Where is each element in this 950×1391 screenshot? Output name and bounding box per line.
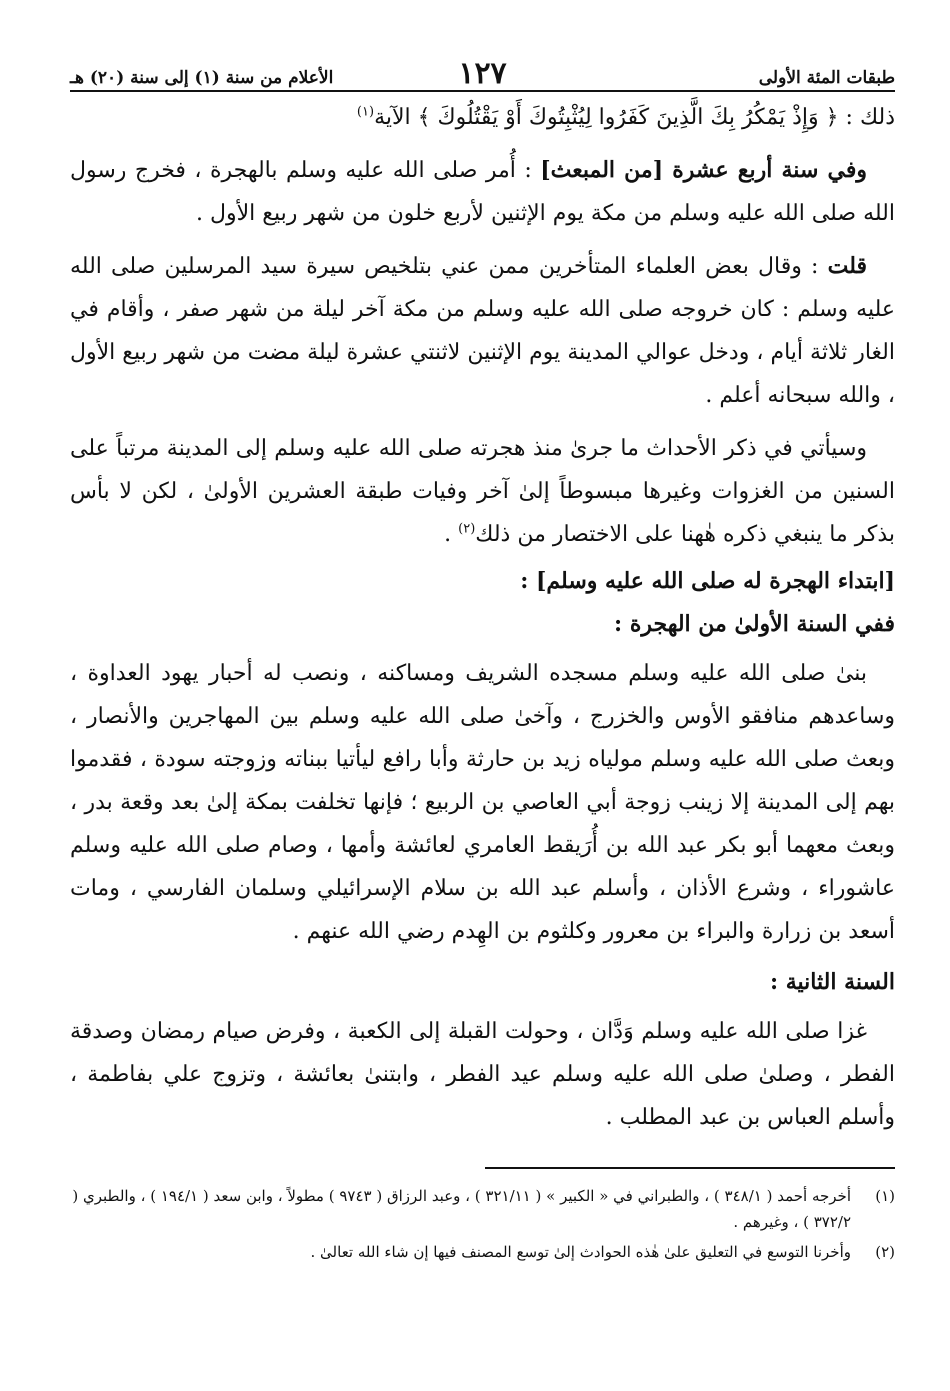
paragraph-text: بنىٰ صلى الله عليه وسلم مسجده الشريف ومساكنه ، ونصب له أحبار يهود العداوة ، وساعدهم منافقو الأوس والخزرج ، وآخىٰ صلى الله عليه وسلم بين المهاجرين والأنصار ، وبعث صلى الله عليه وسلم مولياه زيد بن حارثة وأبا رافع ليأتيا ببناته وزوجته سودة ، فقدموا بهم إلى المدينة إلا زينب زوجة أبي العاصي بن الربيع ؛ فإنها تخلفت بمكة إلىٰ بعد وقعة بدر ، وبعث معهما أبو بكر عبد الله بن أُرَيقط العامري لعائشة وأمها ، وصام صلى الله عليه وسلم عاشوراء ، وشرع الأذان ، وأسلم عبد الله بن سلام الإسرائيلي وسلمان الفارسي ، ومات أسعد بن زرارة والبراء بن معرور وكلثوم بن الهِدم رضي الله عنهم . bbox=[70, 661, 895, 944]
footnote-number: (١) bbox=[875, 1187, 895, 1205]
paragraph-verse bbox=[70, 96, 895, 139]
paragraph-hijra-order bbox=[70, 149, 895, 235]
paragraph-text: وسيأتي في ذكر الأحداث ما جرىٰ منذ هجرته صلى الله عليه وسلم إلى المدينة مرتباً على السنين من الغزوات وغيرها مبسوطاً إلىٰ آخر وفيات طبقة العشرين الأولىٰ ، لكن لا بأس بذكر ما ينبغي ذكره هٰهنا على الاختصار من ذلك bbox=[70, 436, 895, 547]
year-14-label: وفي سنة أربع عشرة [من المبعث] bbox=[540, 157, 867, 183]
book-page bbox=[70, 50, 895, 1269]
paragraph-year-2 bbox=[70, 1010, 895, 1139]
footnote-1 bbox=[70, 1183, 895, 1235]
footnote-ref-2: (٢) bbox=[458, 521, 476, 537]
paragraph-text: غزا صلى الله عليه وسلم وَدَّان ، وحولت القبلة إلى الكعبة ، وفرض صيام رمضان وصدقة الفطر ، وصلىٰ صلى الله عليه وسلم عيد الفطر ، وابتنىٰ بعائشة ، وتزوج علي بفاطمة ، وأسلم العباس بن عبد المطلب . bbox=[70, 1019, 895, 1130]
verse-text: ذلك : ﴿ وَإِذْ يَمْكُرُ بِكَ الَّذِينَ كَفَرُوا لِيُثْبِتُوكَ أَوْ يَقْتُلُوكَ ﴾ الآية bbox=[374, 105, 895, 130]
paragraph-text: : وقال بعض العلماء المتأخرين ممن عني بتلخيص سيرة سيد المرسلين صلى الله عليه وسلم : كان خروجه صلى الله عليه وسلم من مكة آخر ليلة من شهر صفر ، وأقام في الغار ثلاثة أيام ، ودخل عوالي المدينة يوم الإثنين لاثنتي عشرة ليلة مضت من شهر ربيع الأول ، والله سبحانه أعلم . bbox=[70, 254, 895, 408]
footnote-number: (٢) bbox=[875, 1243, 895, 1261]
section-heading-year-2: السنة الثانية : bbox=[769, 969, 895, 995]
running-header bbox=[70, 50, 895, 92]
header-book-title: طبقات المئة الأولى bbox=[758, 68, 895, 88]
paragraph-end: . bbox=[444, 522, 459, 547]
footnote-ref-1: (١) bbox=[356, 104, 375, 120]
footnote-2 bbox=[70, 1239, 895, 1265]
section-heading-year-1: ففي السنة الأولىٰ من الهجرة : bbox=[614, 611, 895, 637]
footnotes bbox=[70, 1183, 895, 1265]
page-number: ١٢٧ bbox=[458, 56, 507, 91]
paragraph-qultu bbox=[70, 245, 895, 417]
main-text bbox=[70, 96, 895, 1139]
section-heading-hijra: [ابتداء الهجرة له صلى الله عليه وسلم] : bbox=[520, 568, 895, 594]
header-section-title: الأعلام من سنة (١) إلى سنة (٢٠) هـ bbox=[70, 68, 334, 88]
paragraph-year-1 bbox=[70, 652, 895, 953]
paragraph-events-intro bbox=[70, 427, 895, 556]
footnote-text: أخرجه أحمد ( ٣٤٨/١ ) ، والطبراني في « الكبير » ( ٣٢١/١١ ) ، وعبد الرزاق ( ٩٧٤٣ ) مطولاً ، وابن سعد ( ١٩٤/١ ) ، والطبري ( ٣٧٢/٢ ) ، وغيرهم . bbox=[72, 1187, 851, 1231]
qultu-label: قلت bbox=[827, 253, 867, 279]
paragraph-text: : أُمر صلى الله عليه وسلم بالهجرة ، فخرج رسول الله صلى الله عليه وسلم من مكة يوم الإثنين لأربع خلون من شهر ربيع الأول . bbox=[70, 158, 895, 226]
footnote-separator bbox=[485, 1167, 895, 1169]
footnote-text: وأخرنا التوسع في التعليق علىٰ هٰذه الحوادث إلىٰ توسع المصنف فيها إن شاء الله تعالىٰ . bbox=[310, 1243, 851, 1261]
